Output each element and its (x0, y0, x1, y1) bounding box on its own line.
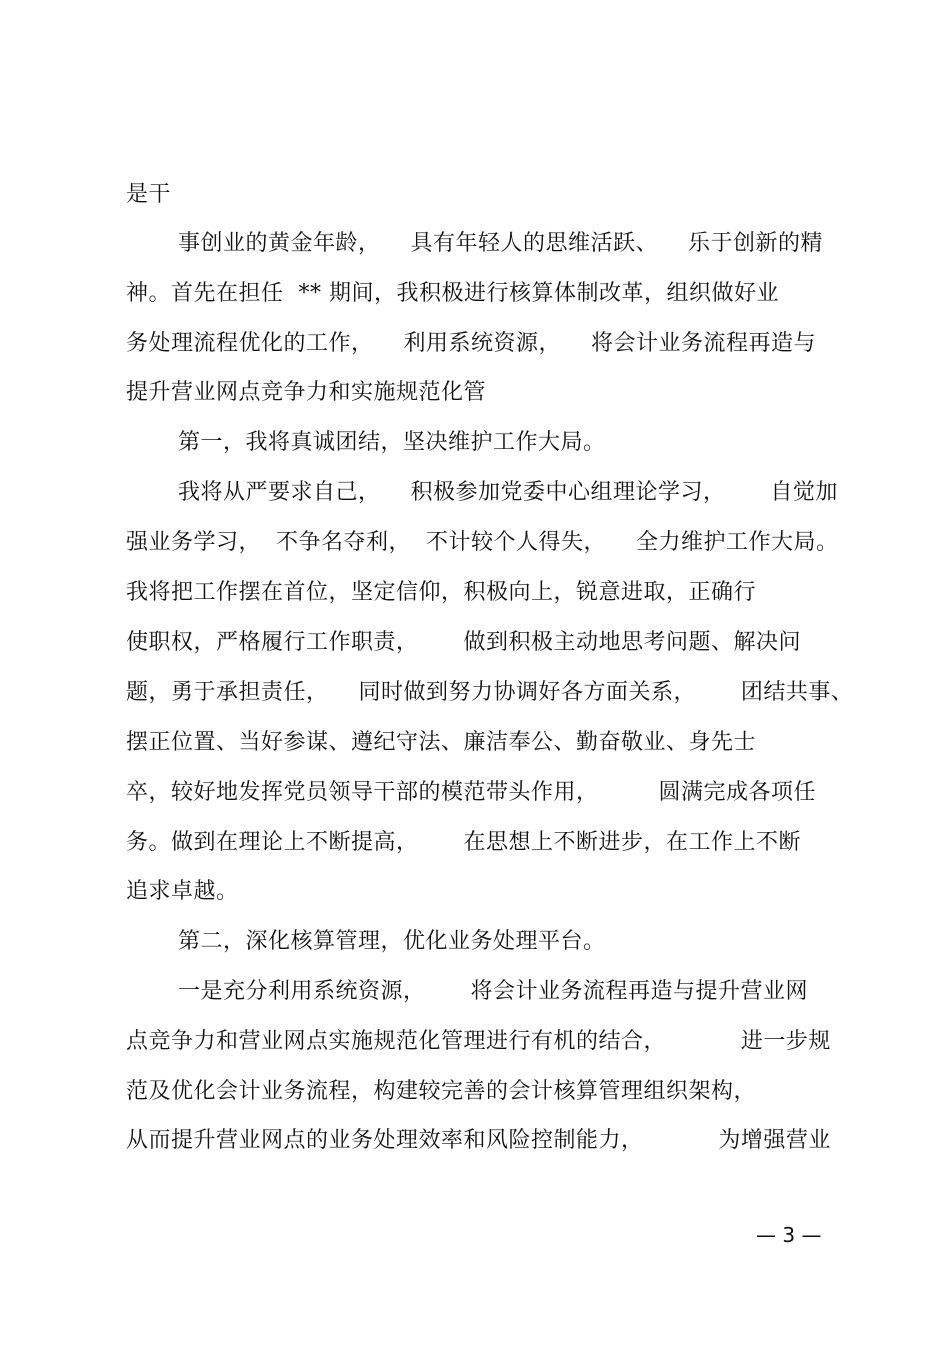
text-line: 点竞争力和营业网点实施规范化管理进行有机的结合， 进一步规 (126, 1029, 831, 1054)
text-line: 强业务学习， 不争名夺利， 不计较个人得失， 全力维护工作大局。 (126, 530, 839, 555)
section-heading: 第一，我将真诚团结，坚决维护工作大局。 (178, 430, 606, 455)
text-line: 神。首先在担任 ** 期间，我积极进行核算体制改革，组织做好业 (126, 281, 779, 306)
text-line: 范及优化会计业务流程，构建较完善的会计核算管理组织架构， (126, 1079, 757, 1104)
text-line: 追求卓越。 (126, 879, 239, 904)
text-line: 摆正位置、当好参谋、遵纪守法、廉洁奉公、勤奋敬业、身先士 (126, 730, 757, 755)
text-line: 从而提升营业网点的业务处理效率和风险控制能力， 为增强营业 (126, 1128, 831, 1153)
text-line: 一是充分利用系统资源， 将会计业务流程再造与提升营业网 (178, 979, 808, 1004)
text-line: 我将从严要求自己， 积极参加党委中心组理论学习， 自觉加 (178, 480, 838, 505)
text-line: 是干 (126, 182, 172, 207)
text-line: 我将把工作摆在首位，坚定信仰，积极向上，锐意进取，正确行 (126, 580, 757, 605)
page-number: — 3 — (756, 1223, 822, 1247)
text-line: 提升营业网点竞争力和实施规范化管 (126, 380, 487, 405)
text-line: 卒，较好地发挥党员领导干部的模范带头作用， 圆满完成各项任 (126, 780, 816, 805)
text-line: 务处理流程优化的工作， 利用系统资源， 将会计业务流程再造与 (126, 331, 816, 356)
text-line: 事创业的黄金年龄， 具有年轻人的思维活跃、 乐于创新的精 (178, 231, 823, 256)
text-line: 题，勇于承担责任， 同时做到努力协调好各方面关系， 团结共事、 (126, 680, 854, 705)
text-line: 务。做到在理论上不断提高， 在思想上不断进步，在工作上不断 (126, 830, 801, 855)
text-line: 使职权，严格履行工作职责， 做到积极主动地思考问题、解决问 (126, 630, 801, 655)
section-heading: 第二，深化核算管理，优化业务处理平台。 (178, 929, 606, 954)
